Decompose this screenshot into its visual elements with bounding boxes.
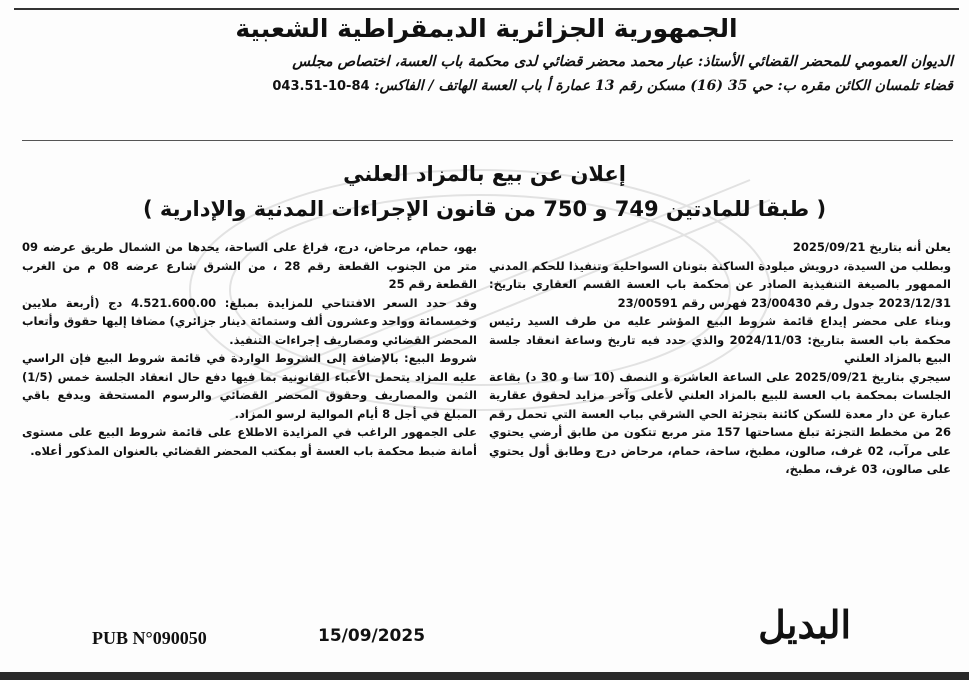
newspaper-name: البديل <box>758 602 851 647</box>
address-text: قضاء تلمسان الكائن مقره ب: حي 35 (16) مسكن رقم 13 عمارة أ باب العسة الهاتف / الفاكس: <box>374 78 953 94</box>
sale-conditions-paragraph: شروط البيع: بالإضافة إلى الشروط الواردة في قائمة شروط البيع فإن الراسي عليه المزاد يتحمل الأعباء القانونية بما فيها دفع حال انعقاد الجلسة خمس (1/5) الثمن والمصاريف وحقوق المحضر القضائي والرسوم المستحقة ويدفع باقي المبلغ في أجل 8 أيام الموالية لرسو المزاد. <box>22 351 477 421</box>
public-notice-paragraph: على الجمهور الراغب في المزايدة الاطلاع على قائمة شروط البيع على مستوى أمانة ضبط محكمة باب العسة أو بمكتب المحضر القضائي بالعنوان المذكور أعلاه. <box>22 425 477 458</box>
publication-number: PUB N°090050 <box>92 628 207 648</box>
sale-session-paragraph: سيجري بتاريخ 2025/09/21 على الساعة العاشرة و النصف (10 سا و 30 د) بقاعة الجلسات بمحكمة باب العسة للبيع بالمزاد العلني لأعلى وآخر مزايد لحقوق عقارية عبارة عن دار معدة للسكن كائنة بتجزئة الحي الشرقي بباب العسة التي تحمل رقم 26 من مخطط التجزئة تبلغ مساحتها 157 متر مربع تتكون من طابق أرضي يحتوي على مرآب، 02 غرف، صالون، مطبخ، ساحة، حمام، مرحاض درج وطابق أول يحتوي على صالون، 03 غرف، مطبخ، <box>489 369 951 476</box>
request-paragraph: وبطلب من السيدة، درويش ميلودة الساكنة بتونان السواحلية وتنفيذا للحكم المدني الممهور بالصيغة التنفيذية الصادر عن محكمة باب العسة القسم العقاري بتاريخ: 2023/12/31 جدول رقم 23/00430 فهرس رقم 23/00591 <box>489 258 951 310</box>
notice-title: إعلان عن بيع بالمزاد العلني <box>343 162 626 186</box>
body-column-left <box>22 238 477 460</box>
opening-price-paragraph: وقد حدد السعر الافتتاحي للمزايدة بمبلغ: 4.521.600.00 دج (أربعة ملايين وخمسمائة وواحد وعشرون ألف وستمائة دينار جزائري) مضافا إليها حقوق وأتعاب المحضر القضائي ومصاريف إجراءات التنفيذ. <box>22 295 478 347</box>
notice-legal-basis: ( طبقا للمادتين 749 و 750 من قانون الإجراءات المدنية والإدارية ) <box>142 197 827 221</box>
bottom-border <box>0 672 969 680</box>
conditions-deposit-paragraph: وبناء على محضر إيداع قائمة شروط البيع المؤشر عليه من طرف السيد رئيس محكمة باب العسة بتاريخ: 2024/11/03 والذي حدد فيه تاريخ وساعة انعقاد جلسة البيع بالمزاد العلني <box>489 314 951 365</box>
announce-date-paragraph: يعلن أنه بتاريخ 2025/09/21 <box>792 240 951 254</box>
header-divider <box>22 140 953 141</box>
republic-title: الجمهورية الجزائرية الديمقراطية الشعبية <box>235 14 738 43</box>
notice-footer <box>0 600 969 660</box>
property-bounds-paragraph: بهو، حمام، مرحاض، درج، فراغ على الساحة، يحدها من الشمال طريق عرضه 09 متر من الجنوب القطعة رقم 28 ، من الشرق شارع عرضه 08 م من الغرب القطعة رقم 25 <box>22 240 477 291</box>
bailiff-office-line: الديوان العمومي للمحضر القضائي الأستاذ: عبار محمد محضر قضائي لدى محكمة باب العسة، اختصاص مجلس <box>292 53 953 70</box>
publication-date: 15/09/2025 <box>318 626 426 646</box>
body-column-right <box>489 238 951 479</box>
bailiff-address-line <box>14 74 959 99</box>
notice-header <box>14 12 959 99</box>
top-border <box>14 8 959 10</box>
phone-number: 043.51-10-84 <box>272 79 370 94</box>
